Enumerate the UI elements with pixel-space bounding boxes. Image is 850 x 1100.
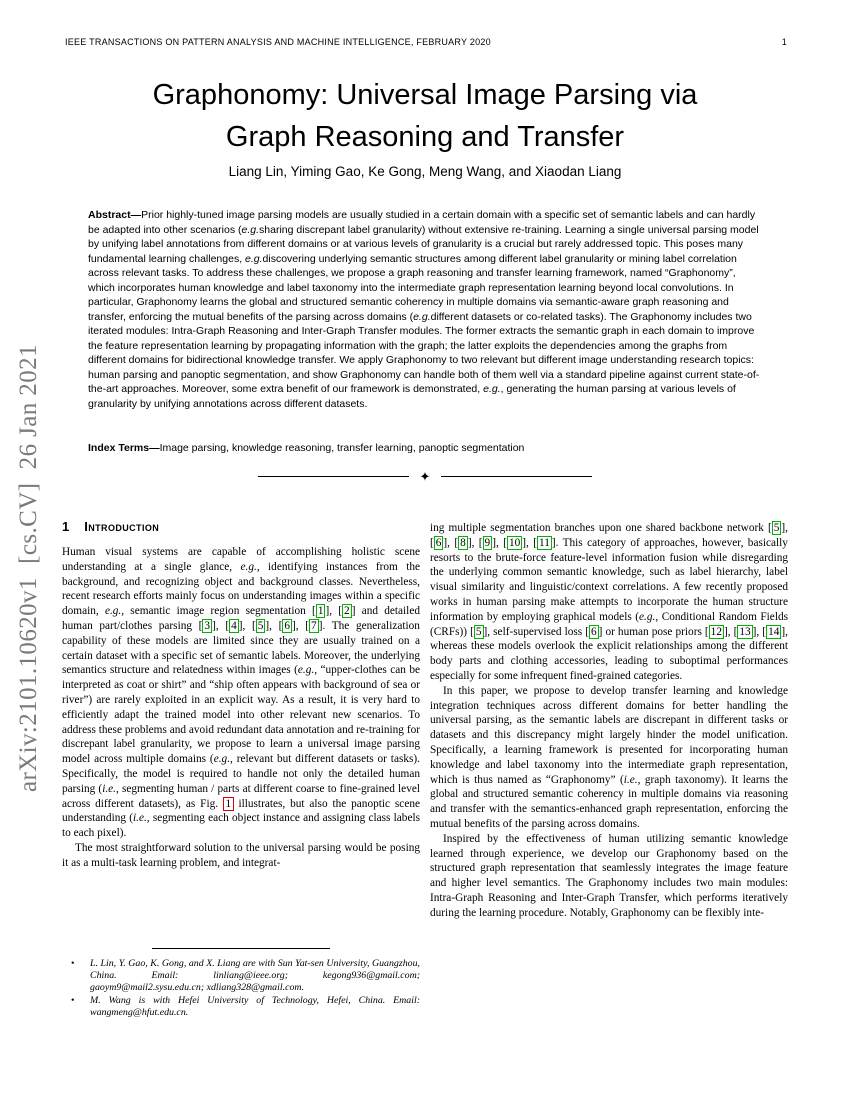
body-paragraph: The most straightforward solution to the universal parsing would be posing it as a multi-task learning problem, and integrat- bbox=[62, 841, 420, 869]
separator-line-right bbox=[441, 476, 592, 477]
citation-ref[interactable]: 5 bbox=[475, 625, 482, 638]
paper-title-line1: Graphonomy: Universal Image Parsing via bbox=[152, 79, 698, 111]
abstract-text: Prior highly-tuned image parsing models are usually studied in a certain domain with a specific set of semantic labels and can hardly be adapted into other scenarios (e.g.sharing discrepant label granularity) without extensive re-training. Learning a single universal parsing model by unifying label annotations from different domains or at various levels of granularity is a crucial but rarely addressed topic. This poses many fundamental learning challenges, e.g.discovering underlying semantic structures among different label granularity or mining label correlation across relevant tasks. To address these challenges, we propose a graph reasoning and transfer learning framework, named “Graphonomy”, which incorporates human knowledge and label taxonomy into the intermediate graph representation learning beyond local convolutions. In particular, Graphonomy learns the global and structured semantic coherency in multiple domains via semantic-aware graph reasoning and transfer, enforcing the mutual benefits of the parsing across domains (e.g.different datasets or co-related tasks). The Graphonomy includes two iterated modules: Intra-Graph Reasoning and Inter-Graph Transfer modules. The former extracts the semantic graph in each domain to improve the feature representation learning by propagating information with the graph; the latter exploits the dependencies among the graphs from different domains for bidirectional knowledge transfer. We apply Graphonomy to two relevant but different image understanding research topics: human parsing and panoptic segmentation, and show Graphonomy can handle both of them well via a standard pipeline against current state-of-the-art approaches. Moreover, some extra benefit of our framework is demonstrated, e.g., generating the human parsing at various levels of granularity by unifying annotations across different datasets. bbox=[88, 209, 760, 410]
abstract bbox=[88, 208, 765, 411]
index-terms-label: Index Terms— bbox=[88, 442, 160, 454]
citation-ref[interactable]: 8 bbox=[460, 536, 466, 549]
left-column bbox=[62, 518, 420, 871]
section-number: 1 bbox=[62, 519, 70, 534]
paper-title-line2: Graph Reasoning and Transfer bbox=[225, 121, 625, 153]
footnote-text: M. Wang is with Hefei University of Technology, Hefei, China. Email: wangmeng@hfut.edu.cn. bbox=[90, 994, 420, 1018]
bullet-icon: • bbox=[71, 994, 75, 1006]
citation-ref[interactable]: 9 bbox=[484, 536, 491, 549]
figure-ref[interactable]: 1 bbox=[223, 797, 234, 811]
separator-line-left bbox=[258, 476, 409, 477]
section-heading bbox=[62, 518, 420, 536]
author-footnotes bbox=[62, 948, 420, 1020]
right-column bbox=[430, 521, 788, 921]
citation-ref[interactable]: 4 bbox=[231, 619, 237, 632]
arxiv-watermark: arXiv:2101.10620v1 [cs.CV] 26 Jan 2021 bbox=[15, 344, 42, 792]
citation-ref[interactable]: 10 bbox=[508, 536, 521, 549]
citation-ref[interactable]: 2 bbox=[344, 605, 350, 618]
citation-ref[interactable]: 6 bbox=[591, 625, 597, 638]
citation-ref[interactable]: 5 bbox=[257, 619, 264, 632]
citation-ref[interactable]: 11 bbox=[538, 536, 550, 549]
paper-title bbox=[0, 74, 850, 158]
section-separator bbox=[0, 470, 850, 483]
citation-ref[interactable]: 3 bbox=[204, 619, 211, 632]
diamond-icon: ✦ bbox=[419, 469, 431, 484]
body-paragraph: Human visual systems are capable of accomplishing holistic scene understanding at a single glance, e.g., identifying instances from the background, and recognizing object and background classes. Nevertheless, recent research efforts mainly focus on understanding images within a specific domain, e.g., semantic image region segmentation [ 1 ], [ 2 ] and detailed human part/clothes parsing [ 3 ], [ 4 ], [ 5 ], [ 6 ], [ 7 ]. The generalization capability of these models are limited since they are usually trained on a certain dataset with a specific set of semantic labels. Moreover, the underlying semantics structure and relatedness within images (e.g., “upper-clothes can be interpreted as coat or shirt” and “ship often appears with background of sea or river”) are rarely exploited in an explicit way. As a result, it is very hard to efficiently adapt the trained model into other relevant new scenarios. To address these problems and avoid redundant data annotation and re-training for discrepant label granularity, we propose to learn a universal image parsing model across multiple domains (e.g., relevant but different datasets or tasks). Specifically, the model is required to handle not only the detailed human parsing (i.e., segmenting human / parts at different coarse to fine-grained level across different datasets), as Fig. 1 illustrates, but also the panoptic scene understanding (i.e., segmenting each object instance and assigning class labels to each pixel). bbox=[62, 546, 421, 840]
citation-ref[interactable]: 12 bbox=[710, 625, 722, 638]
citation-ref[interactable]: 14 bbox=[768, 625, 780, 638]
citation-ref[interactable]: 1 bbox=[317, 605, 324, 618]
citation-ref[interactable]: 6 bbox=[284, 619, 291, 632]
footnote-list bbox=[62, 958, 420, 1019]
citation-ref[interactable]: 13 bbox=[739, 625, 751, 638]
body-paragraph: ing multiple segmentation branches upon one shared backbone network [ 5 ], [ 6 ], [ 8 ], [ 9 ], [ 10 ], [ 11 ]. This category of approaches, however, basically resorts to the brute-force feature-level information fusion while disregarding the underlying common semantic knowledge, such as label hierarchy, label visual similarity and linguistic/context correlations. A few recently proposed works in human parsing make attempts to incorporate the human structure information by employing graphical models (e.g., Conditional Random Fields (CRFs)) [ 5 ], self-supervised loss [ 6 ] or human pose priors [ 12 ], [ 13 ], [ 14 ], whereas these models overlook the explicit relationships among the different body parts and clothing accessories, leading to suboptimal performances especially for some infrequent fined-grained categories. bbox=[430, 522, 789, 682]
citation-ref[interactable]: 6 bbox=[435, 536, 442, 549]
footnote-item bbox=[62, 995, 420, 1019]
citation-ref[interactable]: 5 bbox=[773, 522, 780, 534]
bullet-icon: • bbox=[71, 958, 75, 969]
index-terms-text: Image parsing, knowledge reasoning, transfer learning, panoptic segmentation bbox=[159, 442, 525, 454]
right-column-text bbox=[430, 521, 788, 921]
journal-name: IEEE TRANSACTIONS ON PATTERN ANALYSIS AND MACHINE INTELLIGENCE, FEBRUARY 2020 bbox=[65, 37, 491, 47]
footnote-item bbox=[62, 958, 420, 994]
footnote-rule bbox=[152, 948, 330, 949]
left-column-text bbox=[62, 545, 420, 871]
author-list: Liang Lin, Yiming Gao, Ke Gong, Meng Wang, and Xiaodan Liang bbox=[228, 164, 622, 179]
footnote-text: L. Lin, Y. Gao, K. Gong, and X. Liang are with Sun Yat-sen University, Guangzhou, China. Email: linliang@ieee.org; kegong936@gmail.com; gaoym9@mail2.sysu.edu.cn; xdliang328@gmail.com. bbox=[90, 958, 420, 993]
running-header bbox=[65, 37, 787, 47]
body-paragraph: Inspired by the effectiveness of human utilizing semantic knowledge learned through experience, we develop our Graphonomy based on the structured graph representation that seamlessly integrates the image feature and higher level semantics. The Graphonomy includes two main modules: Intra-Graph Reasoning and Inter-Graph Transfer, which performs iteratively during the learning procedure. Notably, Graphonomy can be flexibly inte- bbox=[430, 832, 788, 919]
section-title: Introduction bbox=[84, 519, 160, 534]
page-number: 1 bbox=[781, 37, 787, 47]
index-terms bbox=[88, 441, 765, 456]
citation-ref[interactable]: 7 bbox=[311, 619, 317, 632]
abstract-label: Abstract— bbox=[88, 209, 142, 221]
body-paragraph: In this paper, we propose to develop transfer learning and knowledge integration techniques across different domains for better handling the universal parsing, as the semantic labels are discrepant in different tasks or datasets and this discrepancy might largely hinder the model unification. Specifically, a learning framework is presented for incorporating human knowledge and label taxonomy into the intermediate graph representation, which is thus named as “Graphonomy” (i.e., graph taxonomy). It learns the global and structured semantic coherency in multiple domains via reasoning and transfer with the semantics-enhanced graph representation, enforcing the mutual benefits of the parsing across domains. bbox=[430, 684, 788, 830]
